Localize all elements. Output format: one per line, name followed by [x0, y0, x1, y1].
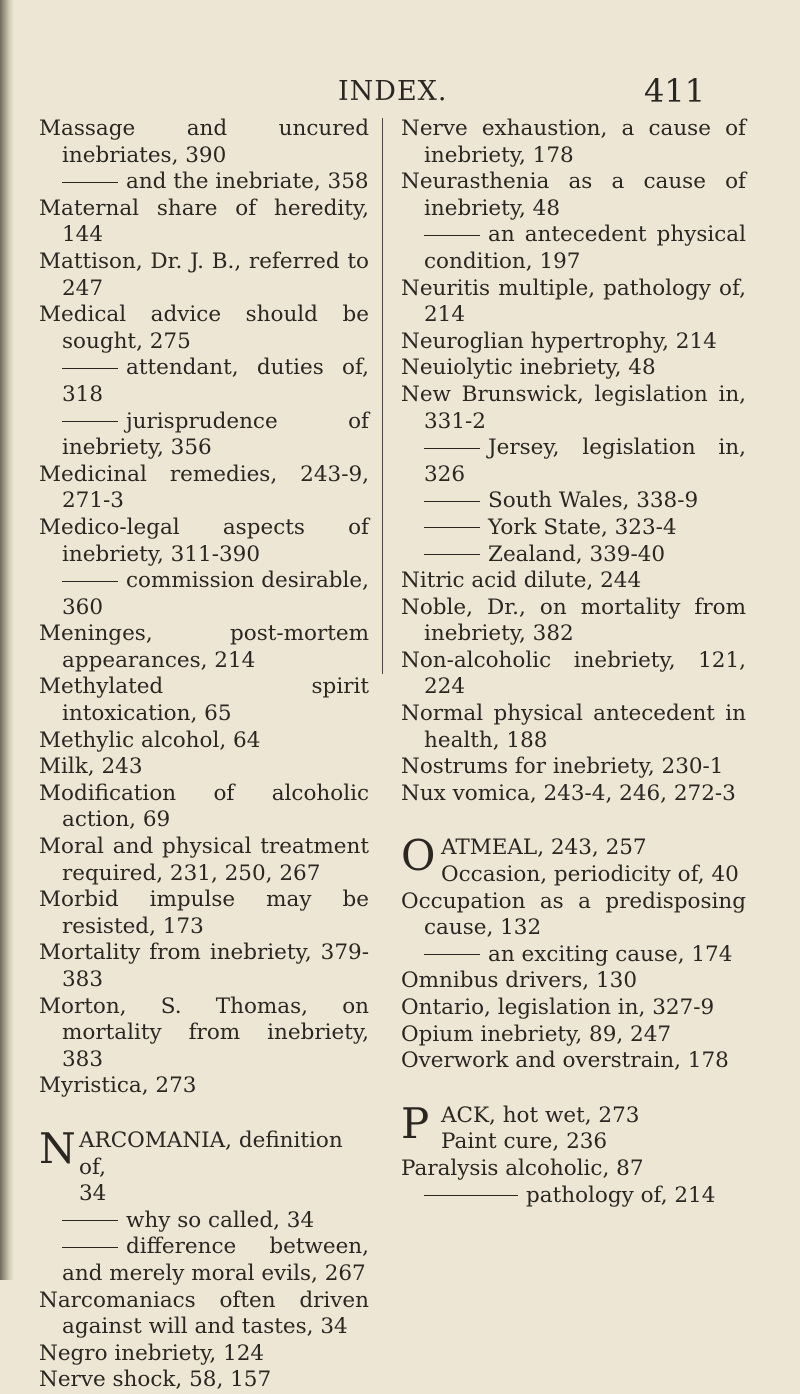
index-entry	[39, 515, 369, 568]
index-entry: Paint cure, 236	[441, 1129, 608, 1155]
index-entry	[401, 169, 746, 222]
entry-text: Morton, S. Thomas, on mortality from inebriety, 383	[39, 993, 369, 1072]
index-entry	[401, 701, 746, 754]
entry-text: Nux vomica, 243-4, 246, 272-3	[401, 780, 736, 806]
entry-group-p	[401, 1156, 746, 1209]
entry-text: Narcomaniacs often driven against will and tastes, 34	[39, 1287, 369, 1340]
page-title: INDEX.	[338, 76, 448, 107]
index-subentry	[39, 568, 369, 621]
entry-text: Modification of alcoholic action, 69	[39, 780, 369, 833]
entry-text: Mattison, Dr. J. B., referred to 247	[39, 248, 369, 301]
entry-text: Morbid impulse may be resisted, 173	[39, 887, 369, 939]
entry-text: Massage and uncured inebriates, 390	[39, 116, 369, 168]
ditto-dash	[62, 1220, 118, 1221]
index-entry: ATMEAL, 243, 257	[441, 835, 647, 861]
entry-text: Noble, Dr., on mortality from inebriety, 382	[401, 594, 746, 647]
index-subentry	[39, 409, 369, 462]
section-gap	[39, 1100, 369, 1128]
ditto-dash	[424, 954, 480, 955]
index-entry	[401, 116, 746, 169]
ditto-dash	[424, 235, 480, 236]
entry-text: jurisprudence of inebriety, 356	[62, 408, 369, 461]
index-entry	[39, 781, 369, 834]
entry-text: Occupation as a predisposing cause, 132	[401, 888, 746, 941]
index-subentry	[401, 542, 746, 569]
index-entry	[39, 994, 369, 1074]
entry-text: an exciting cause, 174	[488, 941, 733, 967]
drop-cap: O	[401, 831, 436, 881]
entry-text: Meninges, post-mortem appearances, 214	[39, 621, 369, 673]
index-entry	[39, 1288, 369, 1341]
entry-text: Medical advice should be sought, 275	[39, 302, 369, 354]
book-binding-edge	[0, 0, 14, 1280]
entry-text: Non-alcoholic inebriety, 121, 224	[401, 647, 746, 700]
entry-text: pathology of, 214	[526, 1182, 716, 1208]
index-entry	[401, 889, 746, 942]
ditto-dash	[62, 368, 118, 369]
ditto-dash	[424, 448, 480, 449]
section-n-header	[39, 1123, 369, 1208]
entry-text: Paralysis alcoholic, 87	[401, 1155, 644, 1181]
index-entry	[401, 754, 746, 781]
ditto-dash	[424, 527, 480, 528]
entry-text: Overwork and overstrain, 178	[401, 1048, 729, 1074]
index-subentry	[401, 488, 746, 515]
entry-text: Negro inebriety, 124	[39, 1340, 265, 1366]
ditto-dash	[424, 554, 480, 555]
entry-text: Nitric acid dilute, 244	[401, 568, 642, 594]
entry-text: Nerve shock, 58, 157	[39, 1367, 272, 1393]
index-entry	[401, 276, 746, 329]
index-subentry	[401, 515, 746, 542]
entry-text: Myristica, 273	[39, 1073, 197, 1099]
index-entry	[39, 1341, 369, 1368]
index-entry	[39, 116, 369, 169]
ditto-dash	[424, 1195, 518, 1196]
ditto-dash	[62, 581, 118, 582]
ditto-dash	[62, 1247, 118, 1248]
index-entry	[39, 621, 369, 674]
entry-text: Nostrums for inebriety, 230-1	[401, 754, 724, 780]
index-entry	[39, 1073, 369, 1100]
index-entry	[401, 382, 746, 435]
index-entry	[39, 940, 369, 993]
ditto-dash	[424, 501, 480, 502]
index-entry	[401, 781, 746, 808]
entry-text: Omnibus drivers, 130	[401, 968, 638, 994]
index-entry	[401, 568, 746, 595]
entry-text: an antecedent physical condition, 197	[424, 222, 746, 274]
page-number: 411	[644, 72, 706, 110]
entry-text: attendant, duties of, 318	[62, 355, 369, 407]
index-entry	[39, 887, 369, 940]
index-entry	[401, 995, 746, 1022]
index-subentry	[39, 355, 369, 408]
drop-cap: N	[39, 1123, 76, 1173]
index-entry	[39, 834, 369, 887]
right-column	[401, 116, 746, 1209]
index-entry	[39, 462, 369, 515]
section-gap	[401, 807, 746, 835]
index-entry	[401, 648, 746, 701]
index-entry	[401, 1156, 746, 1183]
entry-text: Neurasthenia as a cause of inebriety, 48	[401, 169, 746, 221]
entry-text: Methylated spirit intoxication, 65	[39, 674, 369, 727]
index-subentry	[39, 169, 369, 196]
index-entry	[401, 1022, 746, 1049]
index-entry	[39, 674, 369, 727]
entry-text: Neuiolytic inebriety, 48	[401, 355, 656, 381]
entry-text: Methylic alcohol, 64	[39, 727, 261, 753]
column-divider	[382, 118, 383, 674]
entry-text: Medicinal remedies, 243-9, 271-3	[39, 461, 369, 514]
index-entry	[39, 1367, 369, 1394]
entry-text: York State, 323-4	[488, 514, 677, 540]
ditto-dash	[62, 421, 118, 422]
entry-text: why so called, 34	[126, 1207, 315, 1233]
index-entry	[401, 329, 746, 356]
index-entry	[401, 1048, 746, 1075]
entry-text: Milk, 243	[39, 754, 143, 780]
entry-group-n-continued	[401, 116, 746, 807]
index-entry: ACK, hot wet, 273	[441, 1102, 640, 1128]
entry-text: Ontario, legislation in, 327-9	[401, 995, 715, 1020]
index-entry	[39, 728, 369, 755]
index-entry	[401, 355, 746, 382]
page-header	[0, 72, 800, 116]
entry-text: difference between, and merely moral evils, 267	[62, 1234, 369, 1286]
entry-text: commission desirable, 360	[62, 568, 369, 620]
section-p-header	[401, 1098, 746, 1156]
section-o-header	[401, 831, 746, 888]
entry-text: South Wales, 338-9	[488, 488, 699, 514]
index-subentry	[401, 942, 746, 969]
index-entry	[39, 754, 369, 781]
index-subentry	[401, 435, 746, 488]
entry-text: Normal physical antecedent in health, 188	[401, 701, 746, 753]
left-column	[39, 116, 369, 1394]
entry-text: Neuritis multiple, pathology of, 214	[401, 275, 746, 328]
drop-cap: P	[401, 1098, 430, 1148]
ditto-dash	[62, 182, 118, 183]
entry-group-m	[39, 116, 369, 1100]
entry-group-n	[39, 1208, 369, 1394]
entry-text: and the inebriate, 358	[126, 169, 369, 195]
entry-text: Nerve exhaustion, a cause of inebriety, 178	[401, 116, 746, 168]
entry-text: Medico-legal aspects of inebriety, 311-390	[39, 514, 369, 567]
index-subentry	[401, 222, 746, 275]
index-subentry	[39, 1208, 369, 1235]
index-entry	[401, 595, 746, 648]
entry-text: Mortality from inebriety, 379-383	[39, 940, 369, 992]
entry-text: Opium inebriety, 89, 247	[401, 1021, 672, 1047]
index-entry	[401, 968, 746, 995]
index-subentry	[401, 1183, 746, 1210]
entry-text: Jersey, legislation in, 326	[424, 435, 746, 487]
index-entry: 34	[79, 1181, 107, 1207]
entry-text: Maternal share of heredity, 144	[39, 195, 369, 248]
entry-text: Zealand, 339-40	[488, 541, 666, 567]
index-entry	[39, 302, 369, 355]
index-entry	[39, 249, 369, 302]
index-entry: Occasion, periodicity of, 40	[441, 862, 739, 888]
entry-group-o	[401, 889, 746, 1075]
entry-text: Neuroglian hypertrophy, 214	[401, 328, 717, 354]
entry-text: Moral and physical treatment required, 231, 250, 267	[39, 834, 369, 886]
entry-text: New Brunswick, legislation in, 331-2	[401, 381, 746, 434]
index-entry: ARCOMANIA, definition of,	[79, 1127, 343, 1180]
section-gap	[401, 1075, 746, 1103]
index-entry	[39, 196, 369, 249]
